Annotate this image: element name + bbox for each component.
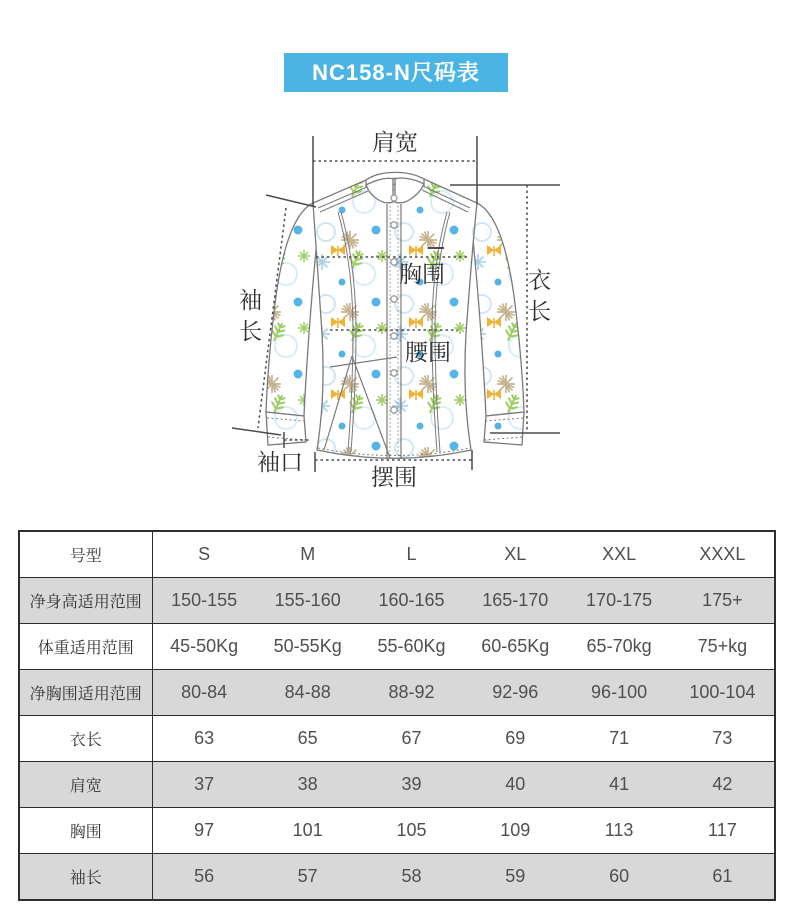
cell: 60 bbox=[567, 854, 671, 901]
cell: 59 bbox=[463, 854, 567, 901]
cell: 101 bbox=[256, 808, 360, 854]
cell: 60-65Kg bbox=[463, 624, 567, 670]
cell: 170-175 bbox=[567, 578, 671, 624]
cell: 113 bbox=[567, 808, 671, 854]
cell: 56 bbox=[152, 854, 256, 901]
row-label: 体重适用范围 bbox=[19, 624, 152, 670]
cell: 58 bbox=[360, 854, 464, 901]
cell: 61 bbox=[671, 854, 775, 901]
cell: 50-55Kg bbox=[256, 624, 360, 670]
cell: 109 bbox=[463, 808, 567, 854]
cell: 92-96 bbox=[463, 670, 567, 716]
row-label: 净胸围适用范围 bbox=[19, 670, 152, 716]
cell: 65 bbox=[256, 716, 360, 762]
cell: 42 bbox=[671, 762, 775, 808]
cell: 55-60Kg bbox=[360, 624, 464, 670]
jacket-illustration bbox=[266, 172, 524, 459]
table-header-row bbox=[19, 531, 775, 578]
cell: 80-84 bbox=[152, 670, 256, 716]
table-row bbox=[19, 716, 775, 762]
cell: 40 bbox=[463, 762, 567, 808]
chest-label: 胸围 bbox=[399, 261, 445, 287]
header-size-xxl: XXL bbox=[602, 544, 637, 564]
cell: 69 bbox=[463, 716, 567, 762]
sleeve-length-label: 袖长 bbox=[236, 288, 263, 350]
table-row bbox=[19, 808, 775, 854]
cell: 160-165 bbox=[360, 578, 464, 624]
cell: 75+kg bbox=[671, 624, 775, 670]
cell: 155-160 bbox=[256, 578, 360, 624]
cuff-label: 袖口 bbox=[257, 449, 303, 475]
row-label: 肩宽 bbox=[19, 762, 152, 808]
garment-length-label: 衣长 bbox=[525, 268, 552, 330]
cell: 175+ bbox=[671, 578, 775, 624]
cell: 88-92 bbox=[360, 670, 464, 716]
cell: 84-88 bbox=[256, 670, 360, 716]
size-table bbox=[18, 530, 776, 901]
header-size-xxxl: XXXL bbox=[699, 544, 746, 564]
row-label: 袖长 bbox=[19, 854, 152, 901]
page-title: NC158-N尺码表 bbox=[284, 53, 508, 92]
table-row bbox=[19, 670, 775, 716]
cell: 97 bbox=[152, 808, 256, 854]
cell: 39 bbox=[360, 762, 464, 808]
table-row bbox=[19, 578, 775, 624]
cell: 165-170 bbox=[463, 578, 567, 624]
header-size-m: M bbox=[300, 544, 316, 564]
table-row bbox=[19, 854, 775, 901]
cell: 117 bbox=[671, 808, 775, 854]
row-label: 胸围 bbox=[19, 808, 152, 854]
cell: 65-70kg bbox=[567, 624, 671, 670]
hem-label: 摆围 bbox=[371, 464, 417, 490]
header-size-xl: XL bbox=[504, 544, 527, 564]
header-size-l: L bbox=[406, 544, 417, 564]
cell: 37 bbox=[152, 762, 256, 808]
cell: 41 bbox=[567, 762, 671, 808]
row-label: 衣长 bbox=[19, 716, 152, 762]
cell: 67 bbox=[360, 716, 464, 762]
shoulder-width-label: 肩宽 bbox=[372, 129, 418, 155]
cell: 73 bbox=[671, 716, 775, 762]
cell: 63 bbox=[152, 716, 256, 762]
cell: 150-155 bbox=[152, 578, 256, 624]
row-label: 净身高适用范围 bbox=[19, 578, 152, 624]
waist-label: 腰围 bbox=[405, 339, 451, 365]
header-size-type: 号型 bbox=[19, 531, 152, 578]
cell: 45-50Kg bbox=[152, 624, 256, 670]
header-size-s: S bbox=[198, 544, 211, 564]
cell: 71 bbox=[567, 716, 671, 762]
cell: 100-104 bbox=[671, 670, 775, 716]
table-row bbox=[19, 762, 775, 808]
cell: 105 bbox=[360, 808, 464, 854]
cell: 96-100 bbox=[567, 670, 671, 716]
cell: 57 bbox=[256, 854, 360, 901]
cell: 38 bbox=[256, 762, 360, 808]
table-row bbox=[19, 624, 775, 670]
